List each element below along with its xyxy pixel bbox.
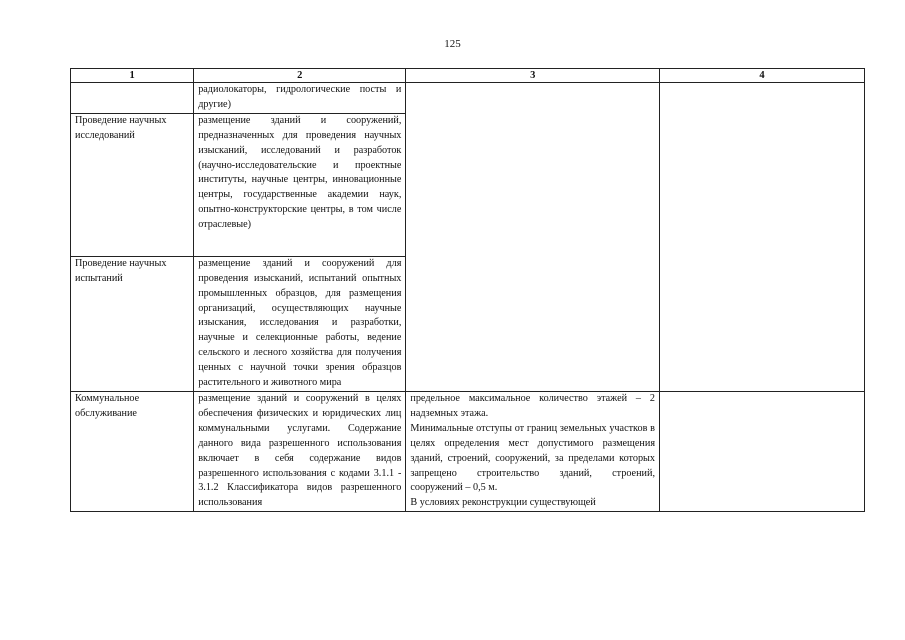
header-row bbox=[71, 69, 865, 83]
table-row bbox=[71, 83, 865, 114]
document-table bbox=[70, 68, 865, 512]
merged-col4 bbox=[660, 83, 865, 392]
header-col-1: 1 bbox=[71, 69, 194, 83]
header-col-2: 2 bbox=[194, 69, 406, 83]
row3-col3-para2: Минимальные отступы от границ земельных участков в целях определения мест допустимого размещения зданий, строений, сооружений, за пределами которых запрещено строительство зданий, строений, сооружений – 0,5 м. bbox=[410, 422, 655, 494]
row1-col1: Проведение научных исследований bbox=[71, 113, 194, 256]
row1-col2: размещение зданий и сооружений, предназначенных для проведения научных изысканий, исследований и разработок (научно-исследовательские и проектные институты, научные центры, инновационные центры, государственные академии наук, опытно-конструкторские центры, в том числе отраслевые) bbox=[194, 113, 406, 256]
row3-col3-para1: предельное максимальное количество этажей – 2 надземных этажа. bbox=[410, 392, 655, 419]
row3-col3-para3: В условиях реконструкции существующей bbox=[410, 497, 596, 509]
row0-col2: радиолокаторы, гидрологические посты и другие) bbox=[194, 83, 406, 114]
header-col-3: 3 bbox=[406, 69, 660, 83]
row3-col2: размещение зданий и сооружений в целях обеспечения физических и юридических лиц коммунальными услугами. Содержание данного вида разрешенного использования включает в себя содержание видов разрешенного использования с кодами 3.1.1 - 3.1.2 Классификатора видов разрешенного использования bbox=[194, 391, 406, 511]
merged-col3 bbox=[406, 83, 660, 392]
row3-col1: Коммунальное обслуживание bbox=[71, 391, 194, 511]
table-row bbox=[71, 391, 865, 511]
row3-col4 bbox=[660, 391, 865, 511]
header-col-4: 4 bbox=[660, 69, 865, 83]
row2-col2: размещение зданий и сооружений для проведения изысканий, испытаний опытных промышленных образцов, для размещения организаций, осуществляющих научные изыскания, исследования и разработки, научные и селекционные работы, ведение сельского и лесного хозяйства для получения ценных с научной точки зрения образцов растительного и животного мира bbox=[194, 256, 406, 391]
row3-col3 bbox=[406, 391, 660, 511]
row2-col1: Проведение научных испытаний bbox=[71, 256, 194, 391]
row0-col1 bbox=[71, 83, 194, 114]
page-number: 125 bbox=[444, 38, 461, 50]
